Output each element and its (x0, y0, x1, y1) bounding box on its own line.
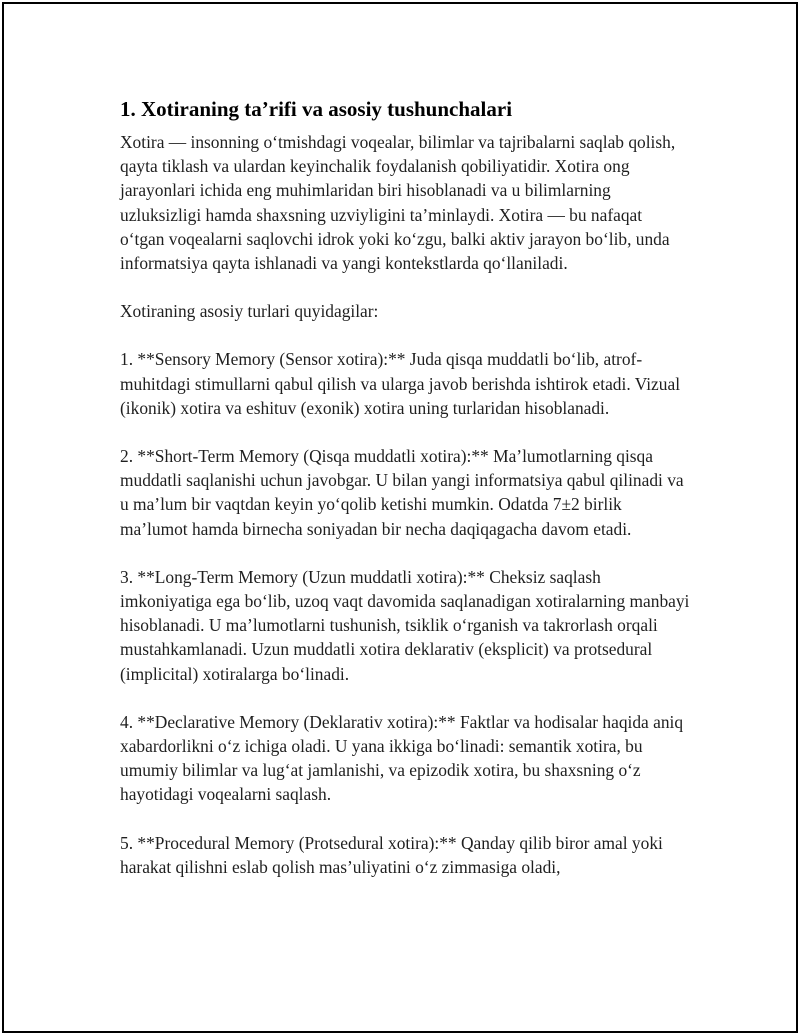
document-content (120, 96, 690, 903)
section-heading: 1. Xotiraning ta’rifi va asosiy tushunchalari (120, 97, 513, 121)
short-term-memory-item: 2. **Short-Term Memory (Qisqa muddatli xotira):** Ma’lumotlarning qisqa muddatli saqlanishi uchun javobgar. U bilan yangi informatsiya qabul qilinadi va u ma’lum bir vaqtdan keyin yo‘qolib ketishi mumkin. Odatda 7±2 birlik ma’lumot hamda birnecha soniyadan bir necha daqiqagacha davom etadi. (120, 446, 684, 539)
sensory-memory-item: 1. **Sensory Memory (Sensor xotira):** Juda qisqa muddatli bo‘lib, atrof-muhitdagi stimullarni qabul qilish va ularga javob berishda ishtirok etadi. Vizual (ikonik) xotira va eshituv (exonik) xotira uning turlaridan hisoblanadi. (120, 349, 681, 418)
procedural-memory-item: 5. **Procedural Memory (Protsedural xotira):** Qanday qilib biror amal yoki harakat qilishni eslab qolish mas’uliyatini o‘z zimmasiga oladi, (120, 832, 663, 877)
declarative-memory-item: 4. **Declarative Memory (Deklarativ xotira):** Faktlar va hodisalar haqida aniq xabardorlikni o‘z ichiga oladi. U yana ikkiga bo‘linadi: semantik xotira, bu umumiy bilimlar va lug‘at jamlanishi, va epizodik xotira, bu shaxsning o‘z hayotidagi voqealarni saqlash. (120, 711, 684, 805)
memory-types-intro: Xotiraning asosiy turlari quyidagilar: (120, 301, 379, 322)
definition-paragraph: Xotira — insonning o‘tmishdagi voqealar, bilimlar va tajribalarni saqlab qolish, qayta tiklash va ulardan keyinchalik foydalanish qobiliyatidir. Xotira ong jarayonlari ichida eng muhimlaridan biri hisoblanadi va u bilimlarning uzluksizligi hamda shaxsning uzviyligini ta’minlaydi. Xotira — bu nafaqat o‘tgan voqealarni saqlovchi idrok yoki ko‘zgu, balki aktiv jarayon bo‘lib, unda informatsiya qayta ishlanadi va yangi kontekstlarda qo‘llaniladi. (120, 132, 676, 274)
document-page (2, 2, 798, 1033)
long-term-memory-item: 3. **Long-Term Memory (Uzun muddatli xotira):** Cheksiz saqlash imkoniyatiga ega bo‘lib, uzoq vaqt davomida saqlanadigan xotiralarning manbayi hisoblanadi. U ma’lumotlarni tushunish, tsiklik o‘rganish va takrorlash orqali mustahkamlanadi. Uzun muddatli xotira deklarativ (eksplicit) va protsedural (implicital) xotiralarga bo‘linadi. (120, 566, 690, 684)
